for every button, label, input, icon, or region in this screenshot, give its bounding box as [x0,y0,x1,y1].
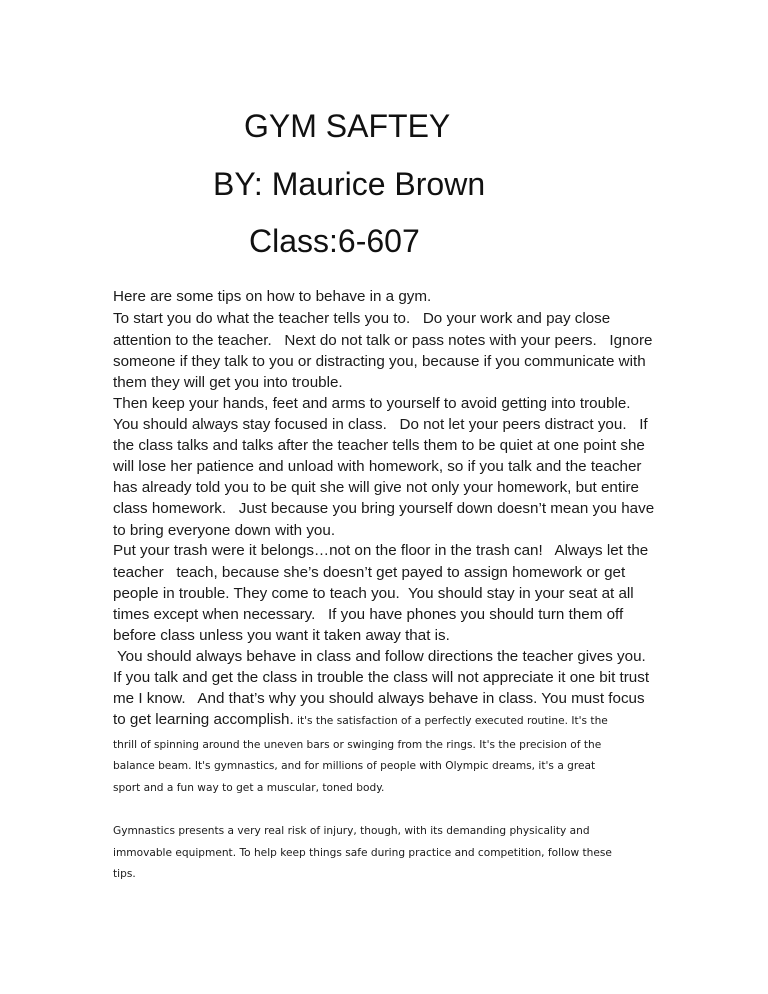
body-line: teacher teach, because she’s doesn’t get payed to assign homework or get [113,564,626,581]
body-line: You should always stay focused in class. Do not let your peers distract you. If [113,416,648,433]
body-line: times except when necessary. If you have phones you should turn them off [113,606,624,623]
body-line: people in trouble. They come to teach you. You should stay in your seat at all [113,585,634,602]
body-line: someone if they talk to you or distracting you, because if you communicate with [113,353,646,370]
body-line: them they will get you into trouble. [113,374,343,391]
mixed-line [113,710,608,731]
document-class: Class:6-607 [249,223,420,259]
body-line: Then keep your hands, feet and arms to yourself to avoid getting into trouble. [113,395,631,412]
tips-line: tips. [113,868,136,880]
body-line: To start you do what the teacher tells you to. Do your work and pay close [113,310,611,327]
mixed-line-large: to get learning accomplish. [113,711,294,728]
tips-line: Gymnastics presents a very real risk of injury, though, with its demanding physicality and [113,825,590,837]
body-line: You should always behave in class and follow directions the teacher gives you. [113,648,646,665]
body-line: If you talk and get the class in trouble the class will not appreciate it one bit trust [113,669,650,686]
body-line: the class talks and talks after the teacher tells them to be quiet at one point she [113,437,645,454]
tips-line: immovable equipment. To help keep things safe during practice and competition, follow these [113,847,612,859]
body-line: to bring everyone down with you. [113,522,336,539]
small-line: sport and a fun way to get a muscular, toned body. [113,782,385,794]
document-title: GYM SAFTEY [244,108,451,144]
small-line: thrill of spinning around the uneven bars or swinging from the rings. It's the precision of the [113,739,602,751]
document-author: BY: Maurice Brown [213,166,486,202]
body-line: before class unless you want it taken away that is. [113,627,450,644]
body-line: me I know. And that’s why you should always behave in class. You must focus [113,690,645,707]
body-line: Put your trash were it belongs…not on the floor in the trash can! Always let the [113,542,649,559]
body-line: class homework. Just because you bring yourself down doesn’t mean you have [113,500,655,517]
small-line: balance beam. It's gymnastics, and for millions of people with Olympic dreams, it's a great [113,760,596,772]
body-line: Here are some tips on how to behave in a gym. [113,288,432,305]
body-line: attention to the teacher. Next do not talk or pass notes with your peers. Ignore [113,332,653,349]
body-line: has already told you to be quit she will give not only your homework, but entire [113,479,639,496]
mixed-line-small: it's the satisfaction of a perfectly executed routine. It's the [293,715,608,727]
body-line: will lose her patience and unload with homework, so if you talk and the teacher [113,458,642,475]
